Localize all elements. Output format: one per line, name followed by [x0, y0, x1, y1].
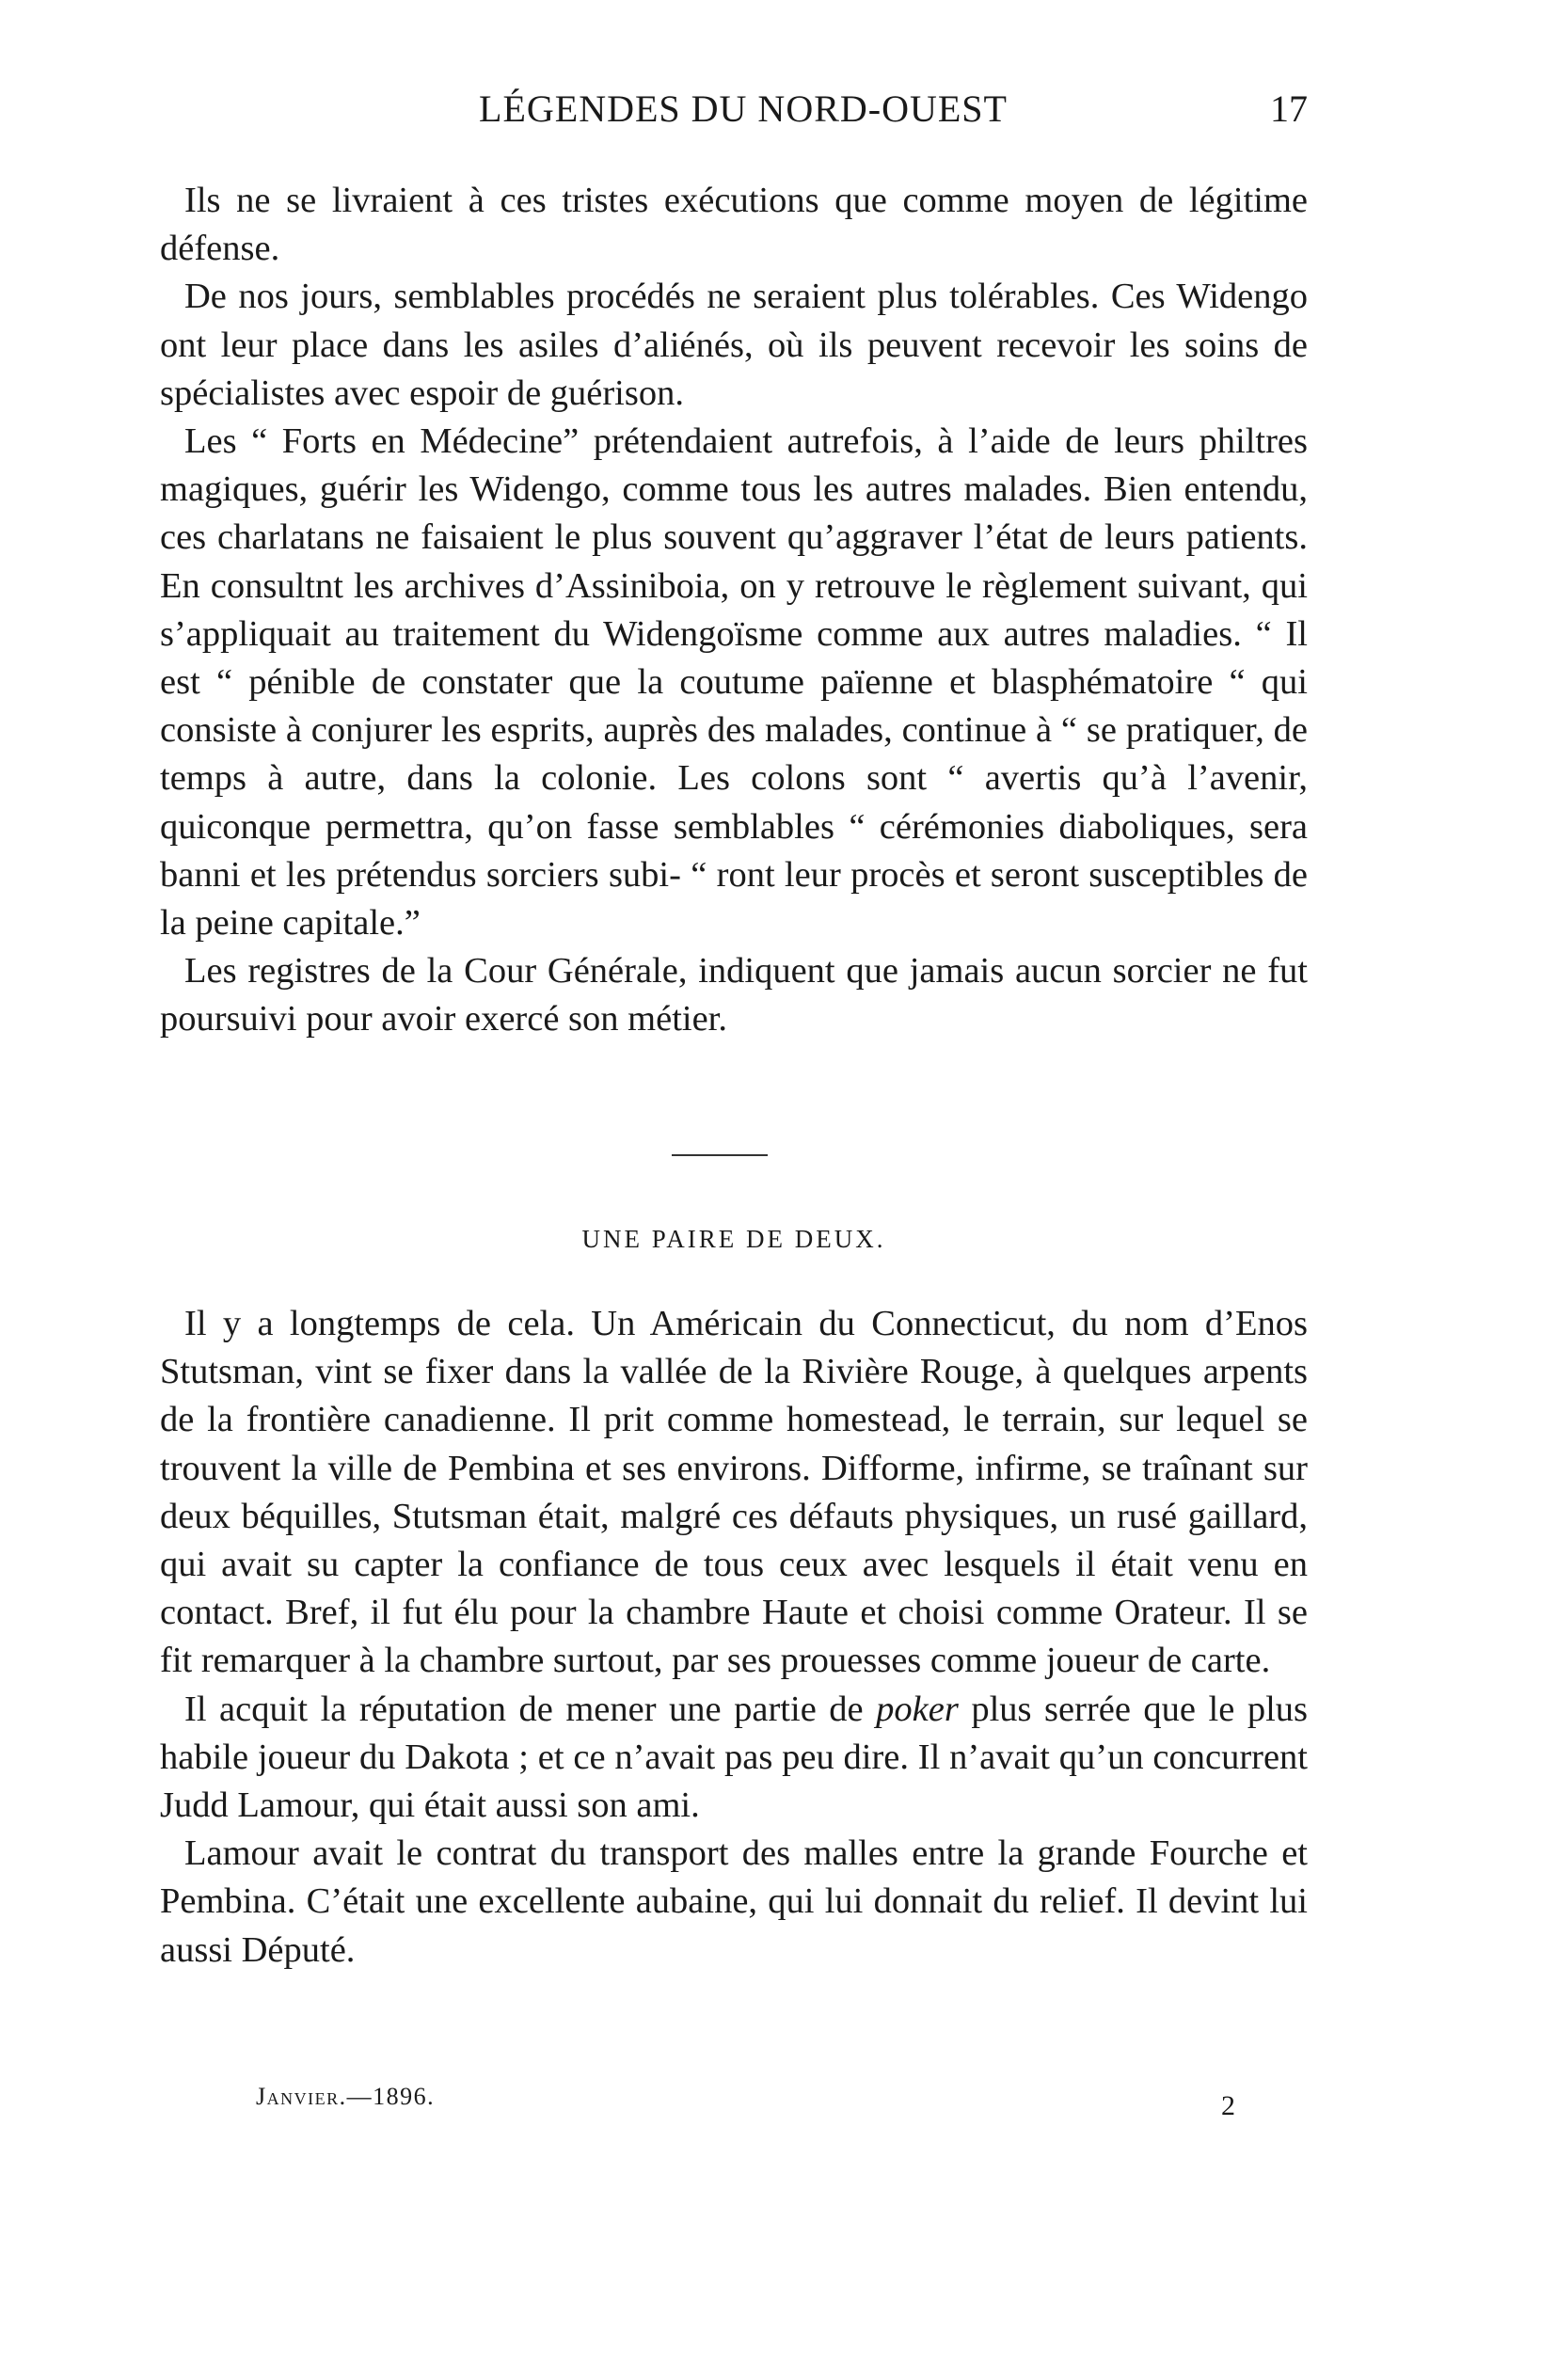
running-title: LÉGENDES DU NORD-OUEST — [479, 87, 1008, 130]
paragraph-text: Il acquit la réputation de mener une partie de — [184, 1689, 877, 1729]
paragraph — [160, 1686, 1308, 1831]
section-one-text — [160, 177, 1308, 1044]
paragraph: Les registres de la Cour Générale, indiquent que jamais aucun sorcier ne fut poursuivi pour avoir exercé son métier. — [160, 951, 1308, 1039]
paragraph: Ils ne se livraient à ces tristes exécutions que comme moyen de légitime défense. — [160, 181, 1308, 269]
paragraph-text: plus serrée que le plus habile joueur du Dakota ; et ce n’avait pas peu dire. Il n’avait qu’un concurrent Judd Lamour, qui était aussi son ami. — [160, 1689, 1308, 1826]
page-number: 17 — [1270, 87, 1308, 130]
paragraph: Lamour avait le contrat du transport des malles entre la grande Fourche et Pembina. C’était une excellente aubaine, qui lui donnait du relief. Il devint lui aussi Député. — [160, 1833, 1308, 1970]
section-divider — [672, 1154, 768, 1156]
footer-signature — [256, 2083, 435, 2111]
paragraph: Les “ Forts en Médecine” prétendaient autrefois, à l’aide de leurs philtres magiques, guérir les Widengo, comme tous les autres malades. Bien entendu, ces charlatans ne faisaient le plus souvent qu’aggraver l’état de leurs patients. En consultnt les archives d’Assiniboia, on y retrouve le règlement suivant, qui s’appliquait au traitement du Widengoïsme comme aux autres maladies. “ Il est “ pénible de constater que la coutume païenne et blasphématoire “ qui consiste à conjurer les esprits, auprès des malades, continue à “ se pratiquer, de temps à autre, dans la colonie. Les colons sont “ avertis qu’à l’avenir, quiconque permettra, qu’on fasse semblables “ cérémonies diaboliques, sera banni et les prétendus sorciers subi- “ ront leur procès et seront susceptibles de la peine capitale.” — [160, 421, 1308, 944]
paragraph: Il y a longtemps de cela. Un Américain du Connecticut, du nom d’Enos Stutsman, vint se fixer dans la vallée de la Rivière Rouge, à quelques arpents de la frontière canadienne. Il prit comme homestead, le terrain, sur lequel se trouvent la ville de Pembina et ses environs. Difforme, infirme, se traînant sur deux béquilles, Stutsman était, malgré ces défauts physiques, un rusé gaillard, qui avait su capter la confiance de tous ceux avec lesquels il était venu en contact. Bref, il fut élu pour la chambre Haute et choisi comme Orateur. Il se fit remarquer à la chambre surtout, par ses prouesses comme joueur de carte. — [160, 1304, 1308, 1681]
paragraph: De nos jours, semblables procédés ne seraient plus tolérables. Ces Widengo ont leur place dans les asiles d’aliénés, où ils peuvent recevoir les soins de spécialistes avec espoir de guérison. — [160, 277, 1308, 413]
signature-separator: .— — [339, 2083, 373, 2110]
section-title: UNE PAIRE DE DEUX. — [581, 1225, 886, 1253]
running-head — [179, 87, 1308, 143]
section-two-text — [160, 1300, 1308, 1975]
signature-month: Janvier — [256, 2083, 340, 2110]
sheet-mark: 2 — [1221, 2090, 1235, 2121]
italic-word: poker — [876, 1689, 959, 1729]
signature-year: 1896. — [373, 2083, 436, 2110]
